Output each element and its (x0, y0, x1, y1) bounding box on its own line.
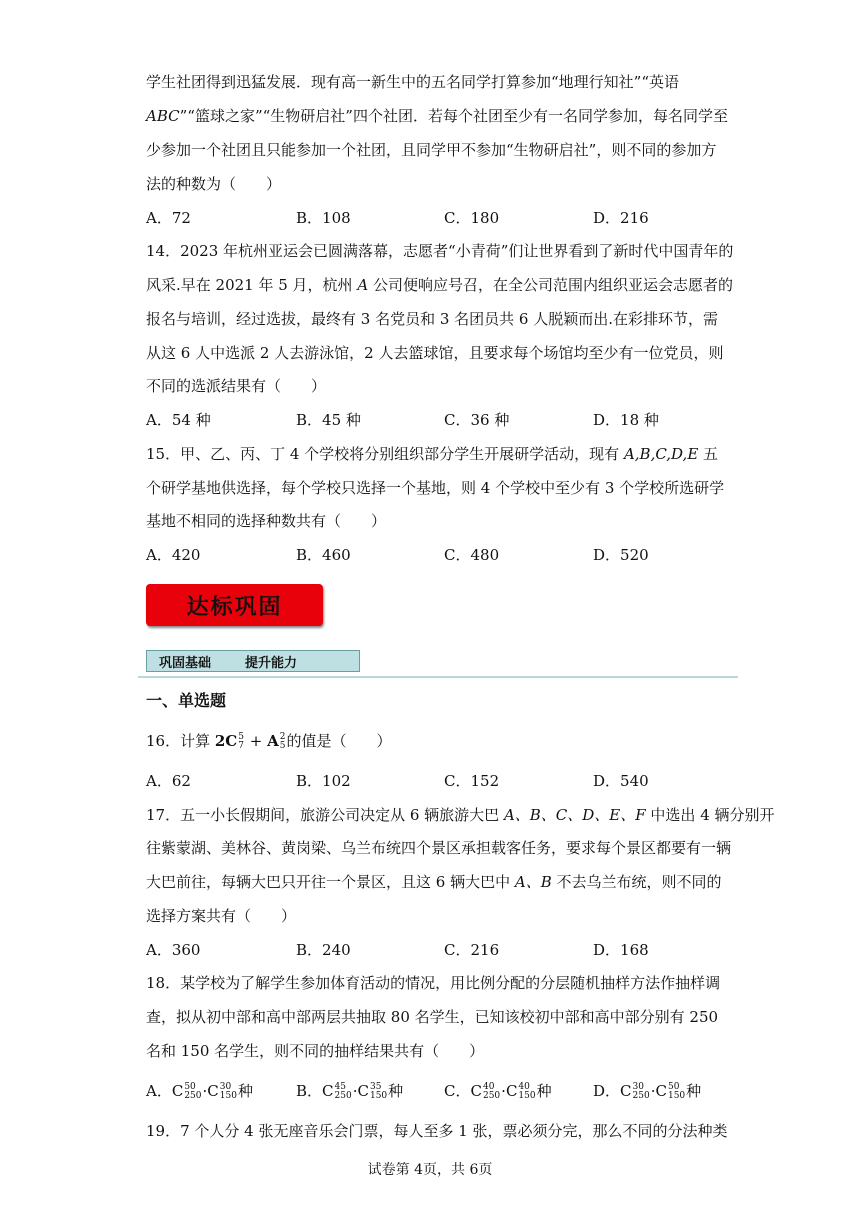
q18-option-c-label: C． (444, 1082, 471, 1100)
q14-option-c[interactable]: C．36 种 (444, 411, 510, 429)
q16-c: C (225, 732, 238, 750)
q13-option-a[interactable]: A．72 (146, 209, 191, 227)
q13-line1: 学生社团得到迅猛发展．现有高一新生中的五名同学打算参加“地理行知社”“英语 (146, 73, 680, 91)
q18-a-c1: C (171, 1082, 184, 1100)
q14-line4: 从这 6 人中选派 2 人去游泳馆，2 人去篮球馆，且要求每个场馆均至少有一位党员，则 (146, 344, 724, 362)
q16-suffix: 的值是（ ） (286, 732, 392, 750)
q17-ab: A、B (514, 873, 552, 891)
q18-b-dot: · (352, 1082, 358, 1100)
q14-line1: 14．2023 年杭州亚运会已圆满落幕，志愿者“小青荷”们让世界看到了新时代中国青年的 (146, 242, 734, 260)
q18-line3: 名和 150 名学生，则不同的抽样结果共有（ ） (146, 1042, 485, 1060)
q13-line2-text: ”“篮球之家”“生物研启社”四个社团．若每个社团至少有一名同学参加，每名同学至 (179, 107, 728, 125)
q15-line1a: 15．甲、乙、丙、丁 4 个学校将分别组织部分学生开展研学活动，现有 (146, 445, 624, 463)
q16-coef: 2 (214, 732, 226, 750)
q18-a-dot: · (202, 1082, 208, 1100)
q17-option-a[interactable]: A．360 (146, 941, 201, 959)
section-banner: 达标巩固 (146, 584, 323, 626)
q19-line1: 19．7 个人分 4 张无座音乐会门票，每人至多 1 张，票必须分完，那么不同的分法种类 (146, 1122, 728, 1140)
q14-line2 (146, 274, 733, 296)
q17-option-c[interactable]: C．216 (444, 941, 500, 959)
q15-line1b: 五 (698, 445, 719, 463)
q15-bases: A,B,C,D,E (623, 445, 699, 463)
q18-c-b2: 150 (518, 1091, 536, 1101)
q18-option-a[interactable] (146, 1080, 253, 1102)
q16-option-b[interactable]: B．102 (296, 772, 351, 790)
q13-option-c[interactable]: C．180 (444, 209, 500, 227)
q17-line1b: 中选出 4 辆分别开 (645, 806, 775, 824)
q18-b-c2: C (357, 1082, 369, 1100)
section-title: 一、单选题 (146, 691, 227, 710)
q13-option-b[interactable]: B．108 (296, 209, 351, 227)
q16-option-c[interactable]: C．152 (444, 772, 500, 790)
q18-c-s1: 40 (482, 1082, 495, 1092)
q18-c-c1: C (470, 1082, 482, 1100)
q17-line1a: 17．五一小长假期间，旅游公司决定从 6 辆旅游大巴 (146, 806, 504, 824)
page-footer: 试卷第 4页，共 6页 (367, 1162, 493, 1178)
q18-d-unit: 种 (686, 1082, 702, 1100)
q14-line5: 不同的选派结果有（ ） (146, 377, 327, 395)
q14-option-a[interactable]: A．54 种 (146, 411, 211, 429)
q18-b-b1: 250 (334, 1091, 352, 1101)
q14-company: A (357, 276, 369, 294)
q18-option-a-label: A． (146, 1082, 172, 1100)
q15-line3: 基地不相同的选择种数共有（ ） (146, 512, 387, 530)
q14-option-d[interactable]: D．18 种 (593, 411, 659, 429)
q15-option-c[interactable]: C．480 (444, 546, 500, 564)
q17-line4: 选择方案共有（ ） (146, 907, 297, 925)
q16-line1 (146, 730, 391, 752)
q18-a-s2: 30 (219, 1082, 232, 1092)
q18-d-b2: 150 (667, 1091, 686, 1101)
q18-d-c1: C (620, 1082, 632, 1100)
q18-c-dot: · (501, 1082, 506, 1100)
q18-d-s1: 30 (632, 1082, 644, 1092)
q13-line4: 法的种数为（ ） (146, 175, 282, 193)
level-tabbar (146, 650, 360, 672)
q14-line2b: 公司便响应号召，在全公司范围内组织亚运会志愿者的 (368, 276, 733, 294)
q18-a-b2: 150 (219, 1091, 237, 1101)
q16-options (146, 770, 766, 792)
q16-prefix: 16．计算 (146, 732, 215, 750)
q18-option-d[interactable] (593, 1080, 701, 1102)
q15-option-d[interactable]: D．520 (593, 546, 649, 564)
q16-option-d[interactable]: D．540 (593, 772, 649, 790)
q18-d-c2: C (655, 1082, 667, 1100)
q15-option-b[interactable]: B．460 (296, 546, 351, 564)
q15-line1 (146, 443, 718, 465)
q17-line3a: 大巴前往，每辆大巴只开往一个景区，且这 6 辆大巴中 (146, 873, 515, 891)
q18-b-c1: C (322, 1082, 334, 1100)
q15-line2: 个研学基地供选择，每个学校只选择一个基地，则 4 个学校中至少有 3 个学校所选研学 (146, 479, 725, 497)
q18-a-c2: C (207, 1082, 219, 1100)
q18-d-s2: 50 (667, 1082, 680, 1092)
q14-option-b[interactable]: B．45 种 (296, 411, 361, 429)
q16-a-sup: 2 (279, 732, 286, 742)
q18-option-b-label: B． (296, 1082, 323, 1100)
q18-line1: 18．某学校为了解学生参加体育活动的情况，用比例分配的分层随机抽样方法作抽样调 (146, 974, 721, 992)
q17-options (146, 939, 766, 961)
q18-options (146, 1080, 766, 1102)
q18-b-s2: 35 (369, 1082, 382, 1092)
q17-line3 (146, 871, 722, 893)
tab-advanced[interactable]: 提升能力 (245, 655, 298, 671)
tab-basic[interactable]: 巩固基础 (159, 655, 212, 671)
q18-b-unit: 种 (388, 1082, 404, 1100)
q13-abc: ABC (146, 107, 180, 125)
q16-plus: + (244, 732, 268, 750)
q17-option-d[interactable]: D．168 (593, 941, 649, 959)
q18-c-s2: 40 (518, 1082, 530, 1092)
q15-options (146, 544, 766, 566)
q17-line2: 往紫蒙湖、美林谷、黄岗梁、乌兰布统四个景区承担载客任务，要求每个景区都要有一辆 (146, 839, 732, 857)
q13-options (146, 207, 766, 229)
q18-b-s1: 45 (334, 1082, 346, 1092)
q18-d-dot: · (650, 1082, 656, 1100)
q18-option-d-label: D． (593, 1082, 621, 1100)
q18-a-unit: 种 (237, 1082, 253, 1100)
q17-line1 (146, 804, 775, 826)
q13-line3: 少参加一个社团且只能参加一个社团，且同学甲不参加“生物研启社”，则不同的参加方 (146, 141, 717, 159)
q17-option-b[interactable]: B．240 (296, 941, 351, 959)
q18-c-b1: 250 (482, 1091, 501, 1101)
q14-options (146, 409, 766, 431)
q18-option-c[interactable] (444, 1080, 552, 1102)
q18-d-b1: 250 (632, 1091, 650, 1101)
q16-c-sub: 7 (238, 741, 244, 751)
q18-b-b2: 150 (369, 1091, 388, 1101)
q18-c-unit: 种 (536, 1082, 552, 1100)
q16-a-sub: 5 (279, 741, 286, 751)
q17-line3b: 不去乌兰布统，则不同的 (551, 873, 722, 891)
q18-c-c2: C (505, 1082, 518, 1100)
q18-a-s1: 50 (184, 1082, 196, 1092)
q15-option-a[interactable]: A．420 (146, 546, 201, 564)
q18-line2: 查，拟从初中部和高中部两层共抽取 80 名学生，已知该校初中部和高中部分别有 250 (146, 1008, 719, 1026)
q16-a: A (267, 732, 279, 750)
q18-a-b1: 250 (184, 1091, 202, 1101)
divider (138, 676, 738, 678)
q17-buses: A、B、C、D、E、F (503, 806, 646, 824)
q13-option-d[interactable]: D．216 (593, 209, 649, 227)
q14-line3: 报名与培训，经过选拔，最终有 3 名党员和 3 名团员共 6 人脱颖而出.在彩排环节，需 (146, 310, 719, 328)
q13-line2 (146, 105, 728, 127)
q16-c-sup: 5 (238, 732, 244, 742)
q18-option-b[interactable] (296, 1080, 403, 1102)
q16-option-a[interactable]: A．62 (146, 772, 191, 790)
q14-line2a: 风采.早在 2021 年 5 月，杭州 (146, 276, 358, 294)
